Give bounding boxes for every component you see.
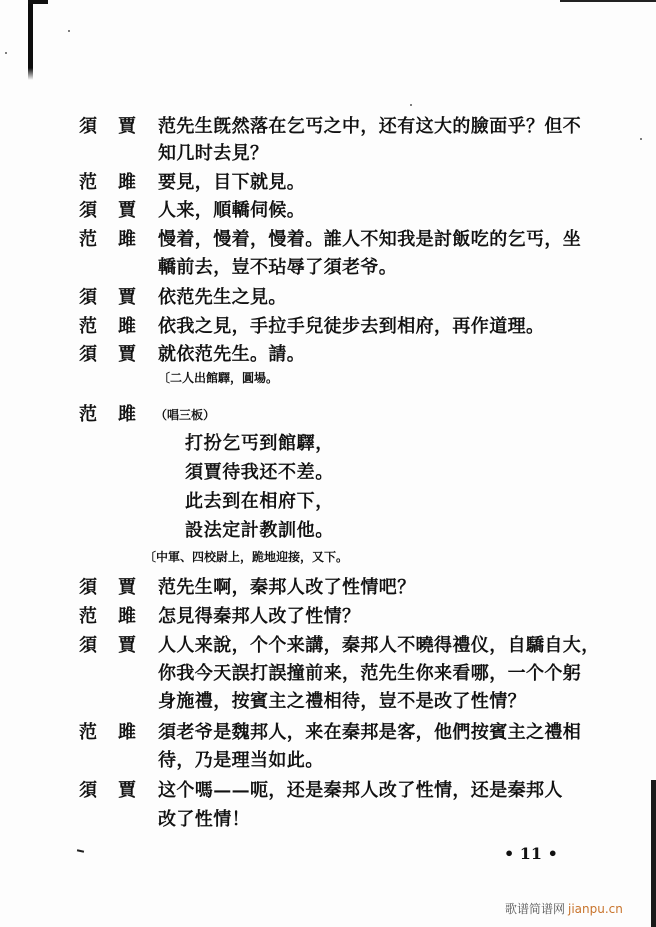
aria-verse: 打扮乞丐到館驛， [185,433,334,454]
dialogue-text: 知几时去見？ [158,143,269,164]
stage-direction: 〔中軍、四校尉上，跪地迎接，又下。 [144,550,349,564]
speaker-name-char: 賈 [118,200,136,221]
scan-speck [640,138,642,140]
speaker-name-char: 賈 [118,344,136,365]
speaker-name-char: 賈 [118,287,136,308]
speaker-name-char: 范 [79,404,97,425]
speaker-name-char: 須 [79,577,97,598]
speaker-name-char: 范 [79,316,97,337]
speaker-name-char: 雎 [118,606,136,627]
scan-speck [410,104,412,106]
speaker-name-char: 雎 [118,316,136,337]
dialogue-text: 怎見得秦邦人改了性情？ [158,606,361,627]
watermark-site-name: 歌谱简谱网 [505,902,566,916]
speaker-name-char: 須 [79,116,97,137]
dialogue-text: 慢着，慢着，慢着。誰人不知我是討飯吃的乞丐，坐 [158,229,582,250]
speaker-name-char: 賈 [118,116,136,137]
speaker-name-char: 須 [79,780,97,801]
scan-edge-top-right [560,0,656,2]
speaker-name-char: 須 [79,635,97,656]
dialogue-text: 范先生旣然落在乞丐之中，还有这大的臉面乎？但不 [158,116,582,137]
dialogue-text: 你我今天誤打誤撞前来，范先生你来看哪，一个个躬 [158,663,582,684]
dialogue-text: 范先生啊，秦邦人改了性情吧？ [158,577,416,598]
speaker-name-char: 范 [79,172,97,193]
scan-mark [77,849,84,852]
dialogue-text: 身施禮，按賓主之禮相待，豈不是改了性情？ [158,691,526,712]
scan-edge-top [28,0,48,4]
watermark-url: jianpu.cn [568,902,623,916]
stage-direction: 〔二人出館驛，圓場。 [158,371,279,385]
dialogue-text: 这个嗎——呃，还是秦邦人改了性情，还是秦邦人 [158,780,563,801]
speaker-name-char: 范 [79,229,97,250]
dialogue-text: 依我之見，手拉手兒徒步去到相府，再作道理。 [158,316,545,337]
watermark [505,900,623,917]
scan-edge-right [651,780,656,927]
dialogue-text: 人人来說，个个来講，秦邦人不曉得禮仪，自驕自大， [158,635,600,656]
dialogue-text: 要見，目下就見。 [158,172,306,193]
speaker-name-char: 須 [79,200,97,221]
page-number: • 11 • [504,844,558,863]
speaker-name-char: 雎 [118,404,136,425]
dialogue-text: 須老爷是魏邦人，来在秦邦是客，他們按賓主之禮相 [158,722,582,743]
dialogue-text: 就依范先生。請。 [158,344,306,365]
speaker-name-char: 須 [79,287,97,308]
speaker-name-char: 賈 [118,635,136,656]
dialogue-text: 改了性情！ [158,809,250,830]
speaker-name-char: 范 [79,606,97,627]
speaker-name-char: 賈 [118,780,136,801]
dialogue-text: 人来，順轎伺候。 [158,200,306,221]
scan-edge-left [28,0,33,80]
dialogue-text: 待，乃是理当如此。 [158,750,324,771]
speaker-name-char: 賈 [118,577,136,598]
aria-verse: 此去到在相府下， [185,491,334,512]
scan-speck [68,30,70,32]
dialogue-text: 轎前去，豈不玷辱了須老爷。 [158,257,398,278]
speaker-name-char: 須 [79,344,97,365]
speaker-name-char: 雎 [118,722,136,743]
speaker-name-char: 雎 [118,172,136,193]
speaker-name-char: 范 [79,722,97,743]
aria-verse: 須賈待我还不差。 [185,462,334,483]
dialogue-text: 依范先生之見。 [158,287,287,308]
aria-note: （唱三板） [155,408,216,422]
scan-speck [5,52,7,54]
aria-verse: 設法定計教訓他。 [185,520,334,541]
speaker-name-char: 雎 [118,229,136,250]
